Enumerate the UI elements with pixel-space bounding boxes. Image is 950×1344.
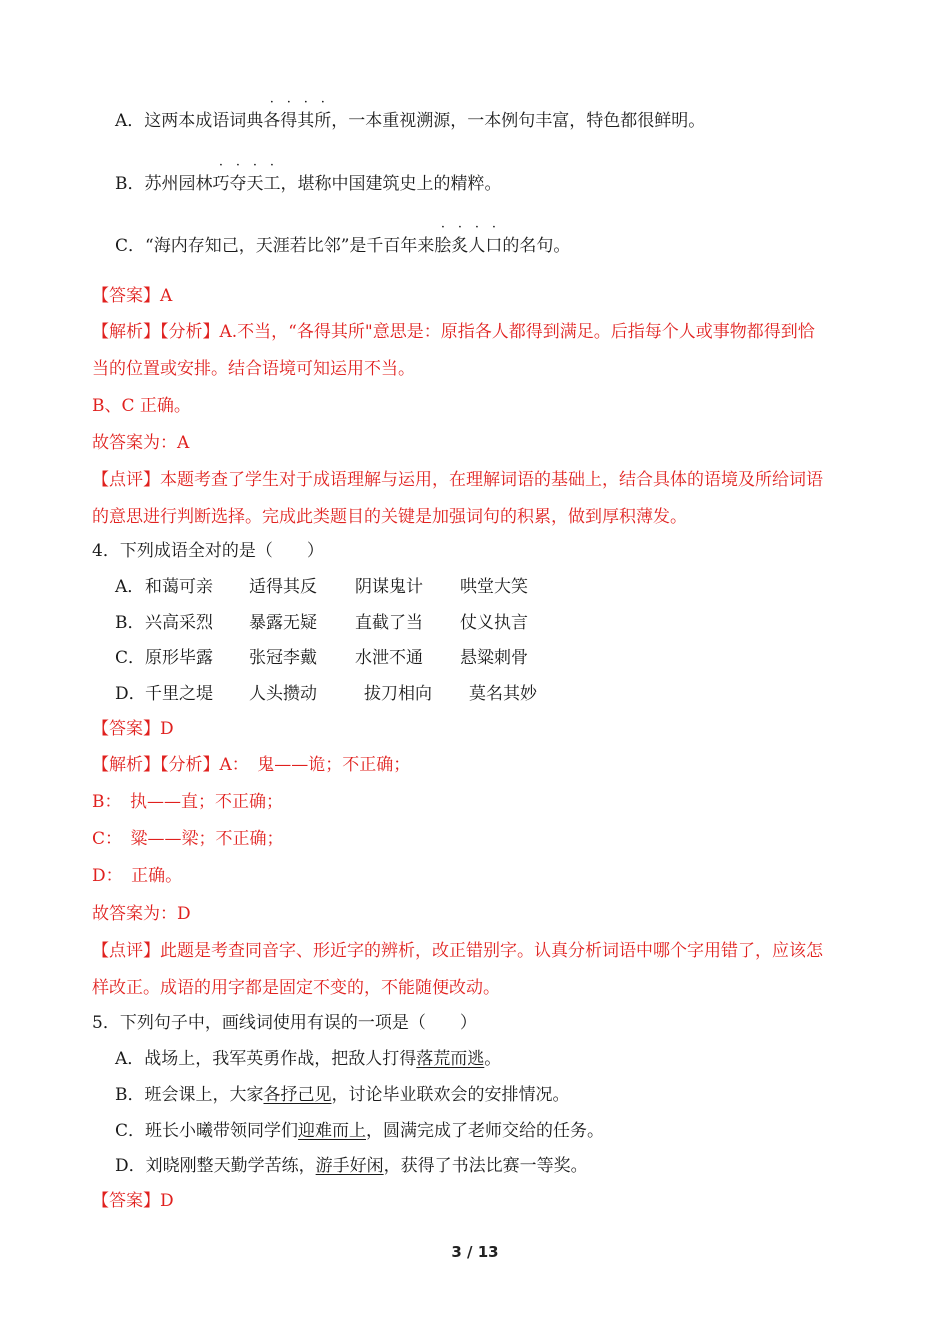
option-text: ，获得了书法比赛一等奖。 — [383, 1156, 588, 1176]
idiom: 悬粱刺骨 — [460, 648, 528, 668]
option-text: ，圆满完成了老师交给的任务。 — [366, 1121, 605, 1141]
q3-analysis-line-2: 当的位置或安排。结合语境可知运用不当。 — [92, 359, 415, 379]
idiom: 原形毕露 — [145, 648, 213, 668]
option-label: B． — [115, 613, 145, 633]
q5-option-b — [115, 1084, 570, 1106]
idiom: 千里之堤 — [145, 684, 213, 704]
idiom: 阴谋鬼计 — [355, 577, 423, 597]
q5-option-d — [115, 1155, 588, 1177]
option-text: 的名句。 — [502, 236, 571, 256]
option-label: D． — [115, 684, 146, 704]
underlined-idiom: 落荒而逃 — [416, 1049, 485, 1069]
q4-analysis-line-3: C： 粱——梁；不正确； — [92, 829, 284, 849]
q4-option-d — [115, 683, 537, 705]
q5-option-c — [115, 1120, 604, 1142]
idiom: 拔刀相向 — [364, 684, 432, 704]
q3-option-c — [115, 220, 571, 257]
option-text: C．班长小曦带领同学们 — [115, 1121, 299, 1141]
q4-comment-line-1: 【点评】此题是考查同音字、形近字的辨析，改正错别字。认真分析词语中哪个字用错了，应该怎 — [92, 941, 823, 961]
q4-stem: 4．下列成语全对的是（ ） — [92, 541, 324, 561]
q3-analysis-line-1: 【解析】【分析】A.不当，“各得其所"意思是：原指各人都得到满足。后指每个人或事物都得到恰 — [92, 322, 815, 342]
q3-option-a — [115, 95, 706, 132]
q4-analysis-line-2: B： 执——直；不正确； — [92, 792, 283, 812]
idiom: 仗义执言 — [460, 613, 528, 633]
q4-option-a — [115, 576, 528, 598]
option-text: B．苏州园林 — [115, 174, 213, 194]
q3-answer: 【答案】A — [92, 286, 173, 306]
idiom: 和蔼可亲 — [145, 577, 213, 597]
option-text: ，讨论毕业联欢会的安排情况。 — [331, 1085, 570, 1105]
q4-comment-line-2: 样改正。成语的用字都是固定不变的，不能随便改动。 — [92, 978, 500, 998]
option-text: D．刘晓刚整天勤学苦练， — [115, 1156, 316, 1176]
q4-analysis-line-4: D： 正确。 — [92, 866, 183, 886]
option-label: C． — [115, 648, 146, 668]
q5-option-a — [115, 1048, 501, 1070]
q3-final-answer: 故答案为：A — [92, 433, 190, 453]
q4-final-answer: 故答案为：D — [92, 904, 191, 924]
option-text: A．这两本成语词典 — [115, 111, 264, 131]
option-text: A．战场上，我军英勇作战，把敌人打得 — [115, 1049, 417, 1069]
q3-option-b — [115, 158, 502, 195]
q5-answer: 【答案】D — [92, 1191, 174, 1211]
q3-comment-line-1: 【点评】本题考查了学生对于成语理解与运用，在理解词语的基础上，结合具体的语境及所给词语 — [92, 470, 823, 490]
idiom: 莫名其妙 — [469, 684, 537, 704]
underlined-idiom: 迎难而上 — [298, 1121, 367, 1141]
emphasized-idiom: · · · · 巧夺天工 — [212, 158, 281, 194]
idiom: 人头攒动 — [249, 684, 317, 704]
option-text: ，一本重视溯源，一本例句丰富，特色都很鲜明。 — [331, 111, 706, 131]
q3-analysis-line-3: B、C 正确。 — [92, 396, 191, 416]
idiom: 水泄不通 — [355, 648, 423, 668]
idiom: 暴露无疑 — [249, 613, 317, 633]
idiom: 直截了当 — [355, 613, 423, 633]
q4-option-c — [115, 647, 528, 669]
option-text: B．班会课上，大家 — [115, 1085, 264, 1105]
emphasized-idiom: · · · · 脍炙人口 — [434, 220, 503, 256]
idiom: 哄堂大笑 — [460, 577, 528, 597]
option-label: A． — [115, 577, 145, 597]
idiom: 兴高采烈 — [145, 613, 213, 633]
q4-analysis-line-1: 【解析】【分析】A： 鬼——诡；不正确； — [92, 755, 411, 775]
emphasized-idiom: · · · · 各得其所 — [263, 95, 332, 131]
option-text: C．“海内存知己，天涯若比邻”是千百年来 — [115, 236, 435, 256]
q4-answer: 【答案】D — [92, 719, 174, 739]
underlined-idiom: 游手好闲 — [315, 1156, 384, 1176]
q4-option-b — [115, 612, 528, 634]
underlined-idiom: 各抒己见 — [263, 1085, 332, 1105]
option-text: ，堪称中国建筑史上的精粹。 — [280, 174, 502, 194]
q5-stem: 5．下列句子中，画线词使用有误的一项是（ ） — [92, 1013, 477, 1033]
idiom: 适得其反 — [249, 577, 317, 597]
idiom: 张冠李戴 — [249, 648, 317, 668]
option-text: 。 — [484, 1049, 502, 1069]
page-number: 3 / 13 — [451, 1243, 499, 1261]
q3-comment-line-2: 的意思进行判断选择。完成此类题目的关键是加强词句的积累，做到厚积薄发。 — [92, 507, 687, 527]
